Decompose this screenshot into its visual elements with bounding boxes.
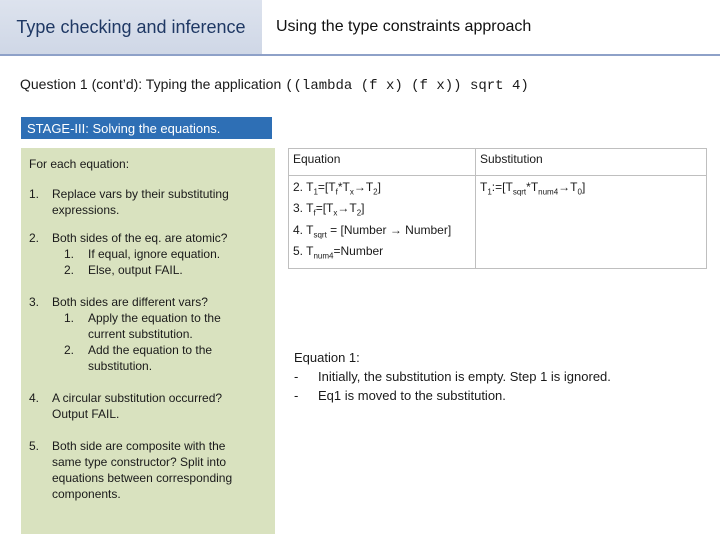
- eq-subscript: f: [335, 187, 338, 197]
- eq-subscript: 2: [356, 208, 362, 218]
- sub-part: →T: [558, 180, 578, 194]
- note-dash: -: [294, 369, 299, 384]
- step-2-sub-1: [52, 246, 267, 262]
- header-divider: [0, 54, 720, 56]
- substitution-entry: [480, 179, 702, 200]
- sub-part: :=[T: [491, 180, 513, 194]
- sub-subscript: 1: [487, 187, 492, 197]
- eq-subscript: f: [313, 208, 316, 218]
- step-text: Replace vars by their substituting expressions.: [52, 187, 229, 217]
- equation-5: [293, 243, 471, 264]
- eq-part: *T: [337, 180, 350, 194]
- equation-substitution-table: [288, 148, 707, 269]
- eq-part: T: [306, 222, 314, 237]
- notes-title: Equation 1:: [294, 350, 360, 365]
- step-text: A circular substitution occurred? Output FAIL.: [52, 391, 223, 421]
- procedure-step-4: [29, 390, 267, 422]
- step-number: 2.: [29, 231, 40, 245]
- sub-text: Apply the equation to the current substitution.: [88, 311, 221, 341]
- step-3-sub-1: [52, 310, 238, 342]
- eq-part: =[T: [315, 201, 334, 216]
- sub-number: 1.: [64, 247, 75, 261]
- sub-part: T: [480, 180, 488, 194]
- sub-text: If equal, ignore equation.: [88, 247, 221, 261]
- table-header-row: [289, 149, 707, 176]
- eq-subscript: sqrt: [313, 230, 327, 240]
- note-item: [294, 367, 611, 386]
- question-code: ((lambda (f x) (f x)) sqrt 4): [285, 78, 529, 94]
- stage-banner-text: STAGE-III: Solving the equations.: [27, 120, 221, 136]
- header-left-box: [0, 0, 262, 54]
- eq-subscript: x: [349, 187, 354, 197]
- step-number: 4.: [29, 391, 40, 405]
- header-right-title: Using the type constraints approach: [276, 18, 532, 35]
- step-text: Both side are composite with the same type constructor? Split into equations between corresponding components.: [52, 439, 233, 501]
- eq-subscript: x: [333, 208, 338, 218]
- eq-part: T: [306, 180, 314, 194]
- eq-part: →T: [337, 201, 357, 216]
- sub-subscript: 0: [577, 187, 582, 197]
- procedure-heading: For each equation:: [29, 157, 130, 171]
- table-row: [289, 176, 707, 269]
- step-number: 3.: [29, 295, 40, 309]
- eq-prefix: 4.: [293, 222, 307, 237]
- note-item: [294, 386, 611, 405]
- eq-prefix: 2.: [293, 180, 307, 194]
- note-text: Eq1 is moved to the substitution.: [318, 388, 506, 403]
- sub-text: Add the equation to the substitution.: [88, 343, 213, 373]
- eq-subscript: num4: [313, 251, 334, 261]
- eq-prefix: 3.: [293, 201, 307, 216]
- eq-part: →T: [353, 180, 374, 194]
- sub-part: ]: [581, 180, 586, 194]
- sub-part: *T: [526, 180, 539, 194]
- procedure-panel: [21, 148, 275, 534]
- equation-3: [293, 200, 471, 221]
- sub-number: 2.: [64, 263, 75, 277]
- substitution-cell: [476, 176, 707, 269]
- step-number: 5.: [29, 439, 40, 453]
- eq-subscript: 2: [373, 187, 378, 197]
- eq-part: ]: [377, 180, 381, 194]
- procedure-step-1: [29, 186, 267, 218]
- eq-part: T: [306, 244, 314, 259]
- note-dash: -: [294, 388, 299, 403]
- column-header-equation: Equation: [289, 149, 476, 176]
- equation-2: [293, 179, 471, 200]
- equations-cell: [289, 176, 476, 269]
- equation-4: [293, 222, 471, 243]
- eq-prefix: 5.: [293, 244, 307, 259]
- slide-header: [0, 0, 720, 54]
- sub-number: 1.: [64, 311, 75, 325]
- eq-part: ]: [361, 201, 365, 216]
- step-3-sub-2: [52, 342, 238, 374]
- sub-text: Else, output FAIL.: [88, 263, 183, 277]
- step-2-sub-2: [52, 262, 267, 278]
- procedure-step-3: [29, 294, 267, 374]
- question-label: Question 1 (cont’d): Typing the application: [20, 76, 286, 92]
- column-header-substitution: Substitution: [476, 149, 707, 176]
- header-right-box: [262, 0, 720, 54]
- procedure-step-2: [29, 230, 267, 278]
- question-line: [20, 76, 529, 94]
- note-text: Initially, the substitution is empty. Step 1 is ignored.: [318, 369, 611, 384]
- sub-subscript: num4: [538, 187, 559, 197]
- step-text: Both sides of the eq. are atomic?: [52, 231, 228, 245]
- step-text: Both sides are different vars?: [52, 295, 208, 309]
- step-number: 1.: [29, 187, 40, 201]
- eq-part: T: [306, 201, 314, 216]
- procedure-step-5: [29, 438, 267, 502]
- equation-notes: [294, 348, 611, 405]
- sub-number: 2.: [64, 343, 75, 357]
- stage-banner: [21, 117, 272, 139]
- eq-part: = [Number → Number]: [326, 222, 452, 237]
- eq-subscript: 1: [313, 187, 318, 197]
- eq-part: =[T: [317, 180, 336, 194]
- sub-subscript: sqrt: [512, 187, 527, 197]
- eq-part: =Number: [333, 244, 384, 259]
- header-left-title: Type checking and inference: [16, 16, 246, 37]
